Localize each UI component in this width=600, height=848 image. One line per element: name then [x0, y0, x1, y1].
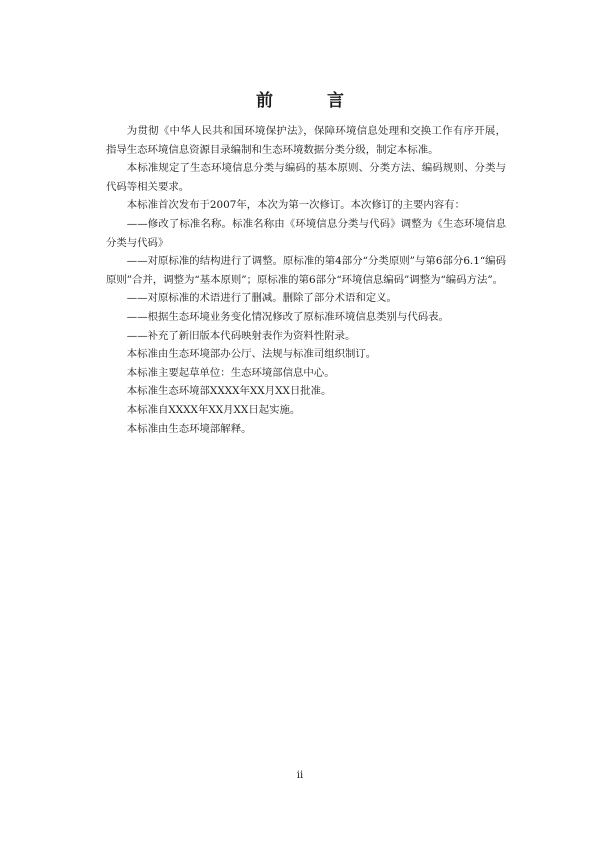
paragraph-implementation: 本标准自XXXX年XX月XX日起实施。 — [126, 403, 301, 416]
paragraph-change-name: ——修改了标准名称。标准名称由《环境信息分类与代码》调整为《生态环境信息分类与代码》 — [106, 217, 506, 249]
paragraph-change-codes: ——根据生态环境业务变化情况修改了原标准环境信息类别与代码表。 — [126, 310, 449, 323]
foreword-body — [106, 122, 506, 438]
paragraph-scope: 本标准规定了生态环境信息分类与编码的基本原则、分类方法、编码规则、分类与代码等相关要求。 — [106, 162, 506, 193]
paragraph-drafting-unit: 本标准主要起草单位：生态环境部信息中心。 — [126, 366, 335, 379]
page-title: 前 言 — [256, 91, 368, 111]
paragraph-interpretation: 本标准由生态环境部解释。 — [126, 422, 252, 435]
paragraph-organizer: 本标准由生态环境部办公厅、法规与标准司组织制订。 — [126, 348, 377, 361]
paragraph-purpose: 为贯彻《中华人民共和国环境保护法》，保障环境信息处理和交换工作有序开展，指导生态环境信息资源目录编制和生态环境数据分类分级，制定本标准。 — [106, 125, 506, 156]
paragraph-change-structure: ——对原标准的结构进行了调整。原标准的第4部分“分类原则”与第6部分6.1“编码原则”合并，调整为“基本原则”；原标准的第6部分“环境信息编码”调整为“编码方法”。 — [106, 255, 506, 286]
paragraph-change-appendix: ——补充了新旧版本代码映射表作为资料性附录。 — [126, 329, 356, 342]
paragraph-revision-history: 本标准首次发布于2007年，本次为第一次修订。本次修订的主要内容有： — [126, 199, 465, 212]
page-number: ii — [296, 770, 304, 781]
paragraph-change-terms: ——对原标准的术语进行了删减。删除了部分术语和定义。 — [126, 292, 397, 305]
paragraph-approval: 本标准生态环境部XXXX年XX月XX日批准。 — [126, 385, 332, 398]
